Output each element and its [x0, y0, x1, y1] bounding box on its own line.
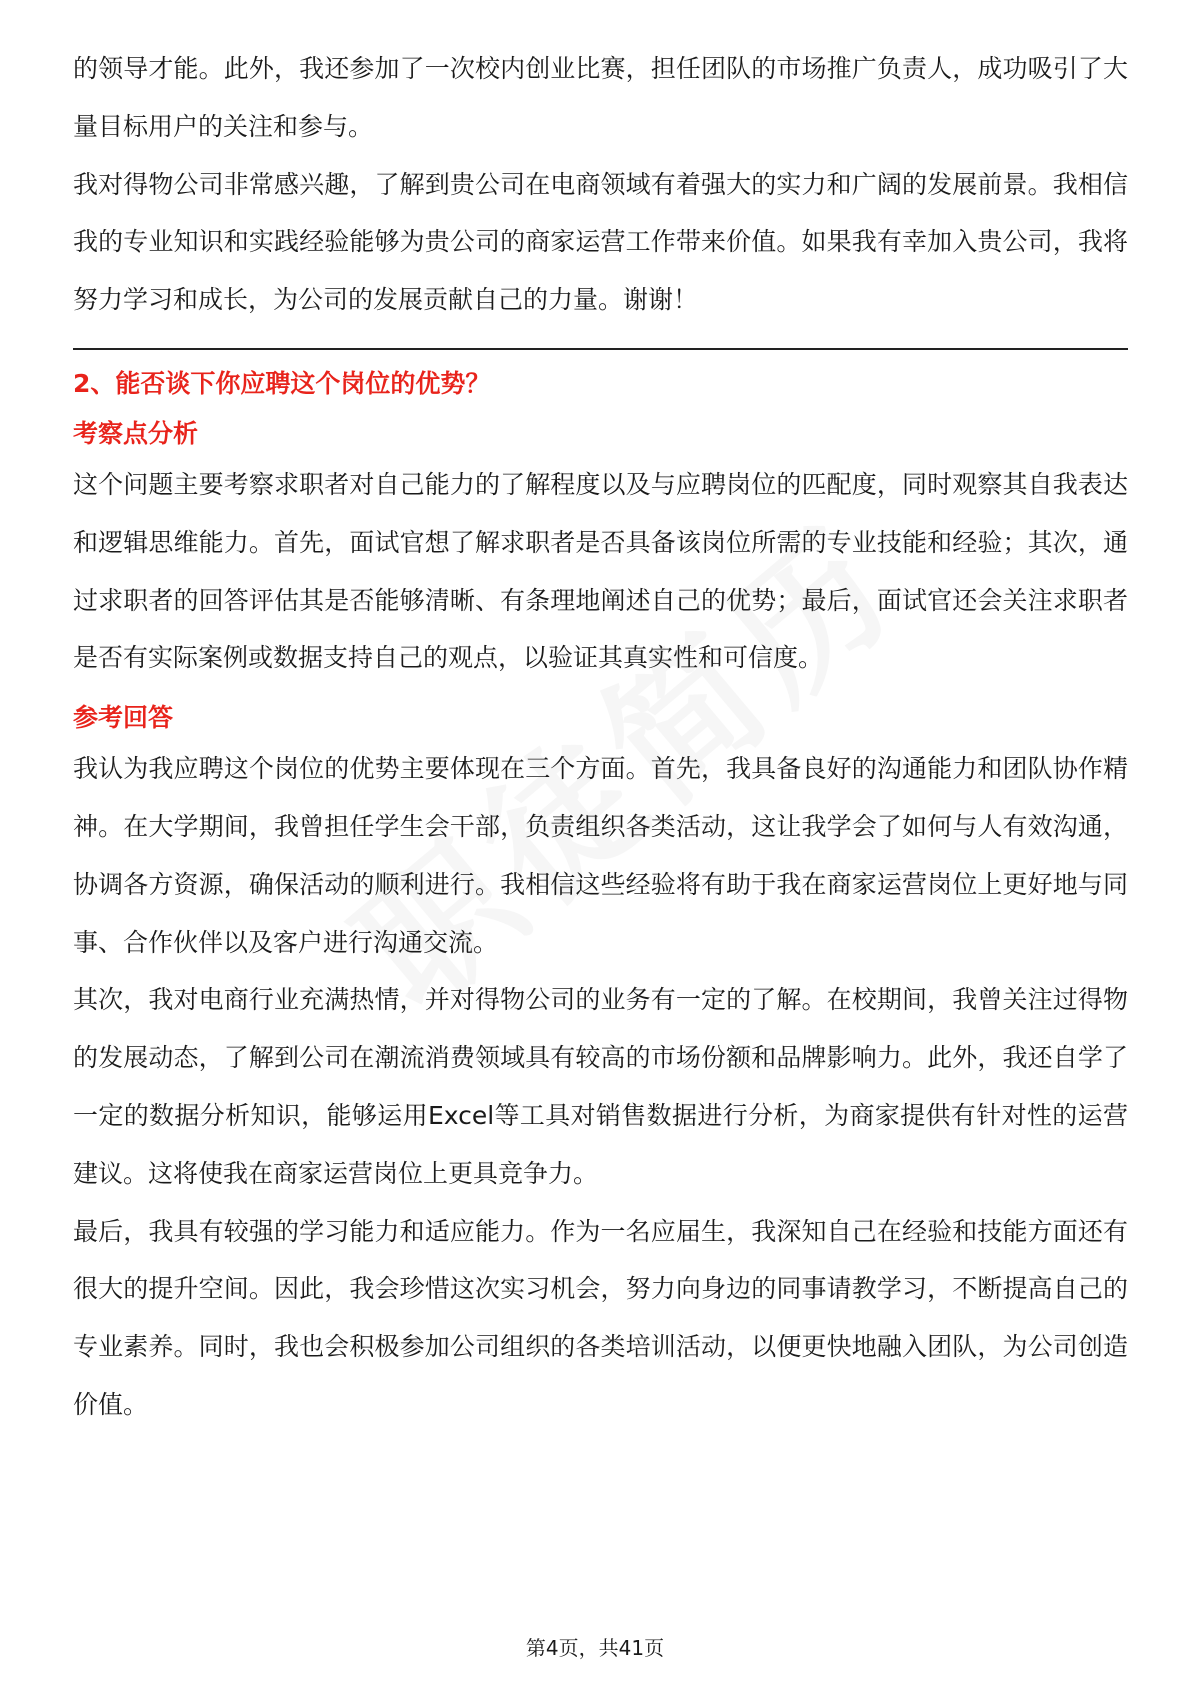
intro-paragraph-2: 我对得物公司非常感兴趣，了解到贵公司在电商领域有着强大的实力和广阔的发展前景。我相信我的专业知识和实践经验能够为贵公司的商家运营工作带来价值。如果我有幸加入贵公司，我将努力学习和成长，为公司的发展贡献自己的力量。谢谢！ [73, 169, 1128, 315]
page-footer [0, 1632, 1190, 1661]
answer-paragraph-1: 我认为我应聘这个岗位的优势主要体现在三个方面。首先，我具备良好的沟通能力和团队协作精神。在大学期间，我曾担任学生会干部，负责组织各类活动，这让我学会了如何与人有效沟通，协调各方资源，确保活动的顺利进行。我相信这些经验将有助于我在商家运营岗位上更好地与同事、合作伙伴以及客户进行沟通交流。 [73, 754, 1128, 957]
analysis-paragraph: 这个问题主要考察求职者对自己能力的了解程度以及与应聘岗位的匹配度，同时观察其自我表达和逻辑思维能力。首先，面试官想了解求职者是否具备该岗位所需的专业技能和经验；其次，通过求职者的回答评估其是否能够清晰、有条理地阐述自己的优势；最后，面试官还会关注求职者是否有实际案例或数据支持自己的观点，以验证其真实性和可信度。 [73, 469, 1128, 673]
document-body [73, 40, 1128, 1434]
page-number: 第4页，共41页 [525, 1636, 665, 1660]
intro-paragraph-1: 的领导才能。此外，我还参加了一次校内创业比赛，担任团队的市场推广负责人，成功吸引了大量目标用户的关注和参与。 [73, 54, 1128, 141]
answer-paragraph-2: 其次，我对电商行业充满热情，并对得物公司的业务有一定的了解。在校期间，我曾关注过得物的发展动态，了解到公司在潮流消费领域具有较高的市场份额和品牌影响力。此外，我还自学了一定的数据分析知识，能够运用Excel等工具对销售数据进行分析，为商家提供有针对性的运营建议。这将使我在商家运营岗位上更具竞争力。 [73, 985, 1128, 1188]
section-divider [73, 348, 1128, 350]
answer-heading: 参考回答 [73, 703, 174, 733]
analysis-heading: 考察点分析 [73, 418, 199, 448]
question-title: 2、能否谈下你应聘这个岗位的优势？ [73, 368, 491, 398]
answer-paragraph-3: 最后，我具有较强的学习能力和适应能力。作为一名应届生，我深知自己在经验和技能方面还有很大的提升空间。因此，我会珍惜这次实习机会，努力向身边的同事请教学习，不断提高自己的专业素养。同时，我也会积极参加公司组织的各类培训活动，以便更快地融入团队，为公司创造价值。 [73, 1216, 1128, 1419]
